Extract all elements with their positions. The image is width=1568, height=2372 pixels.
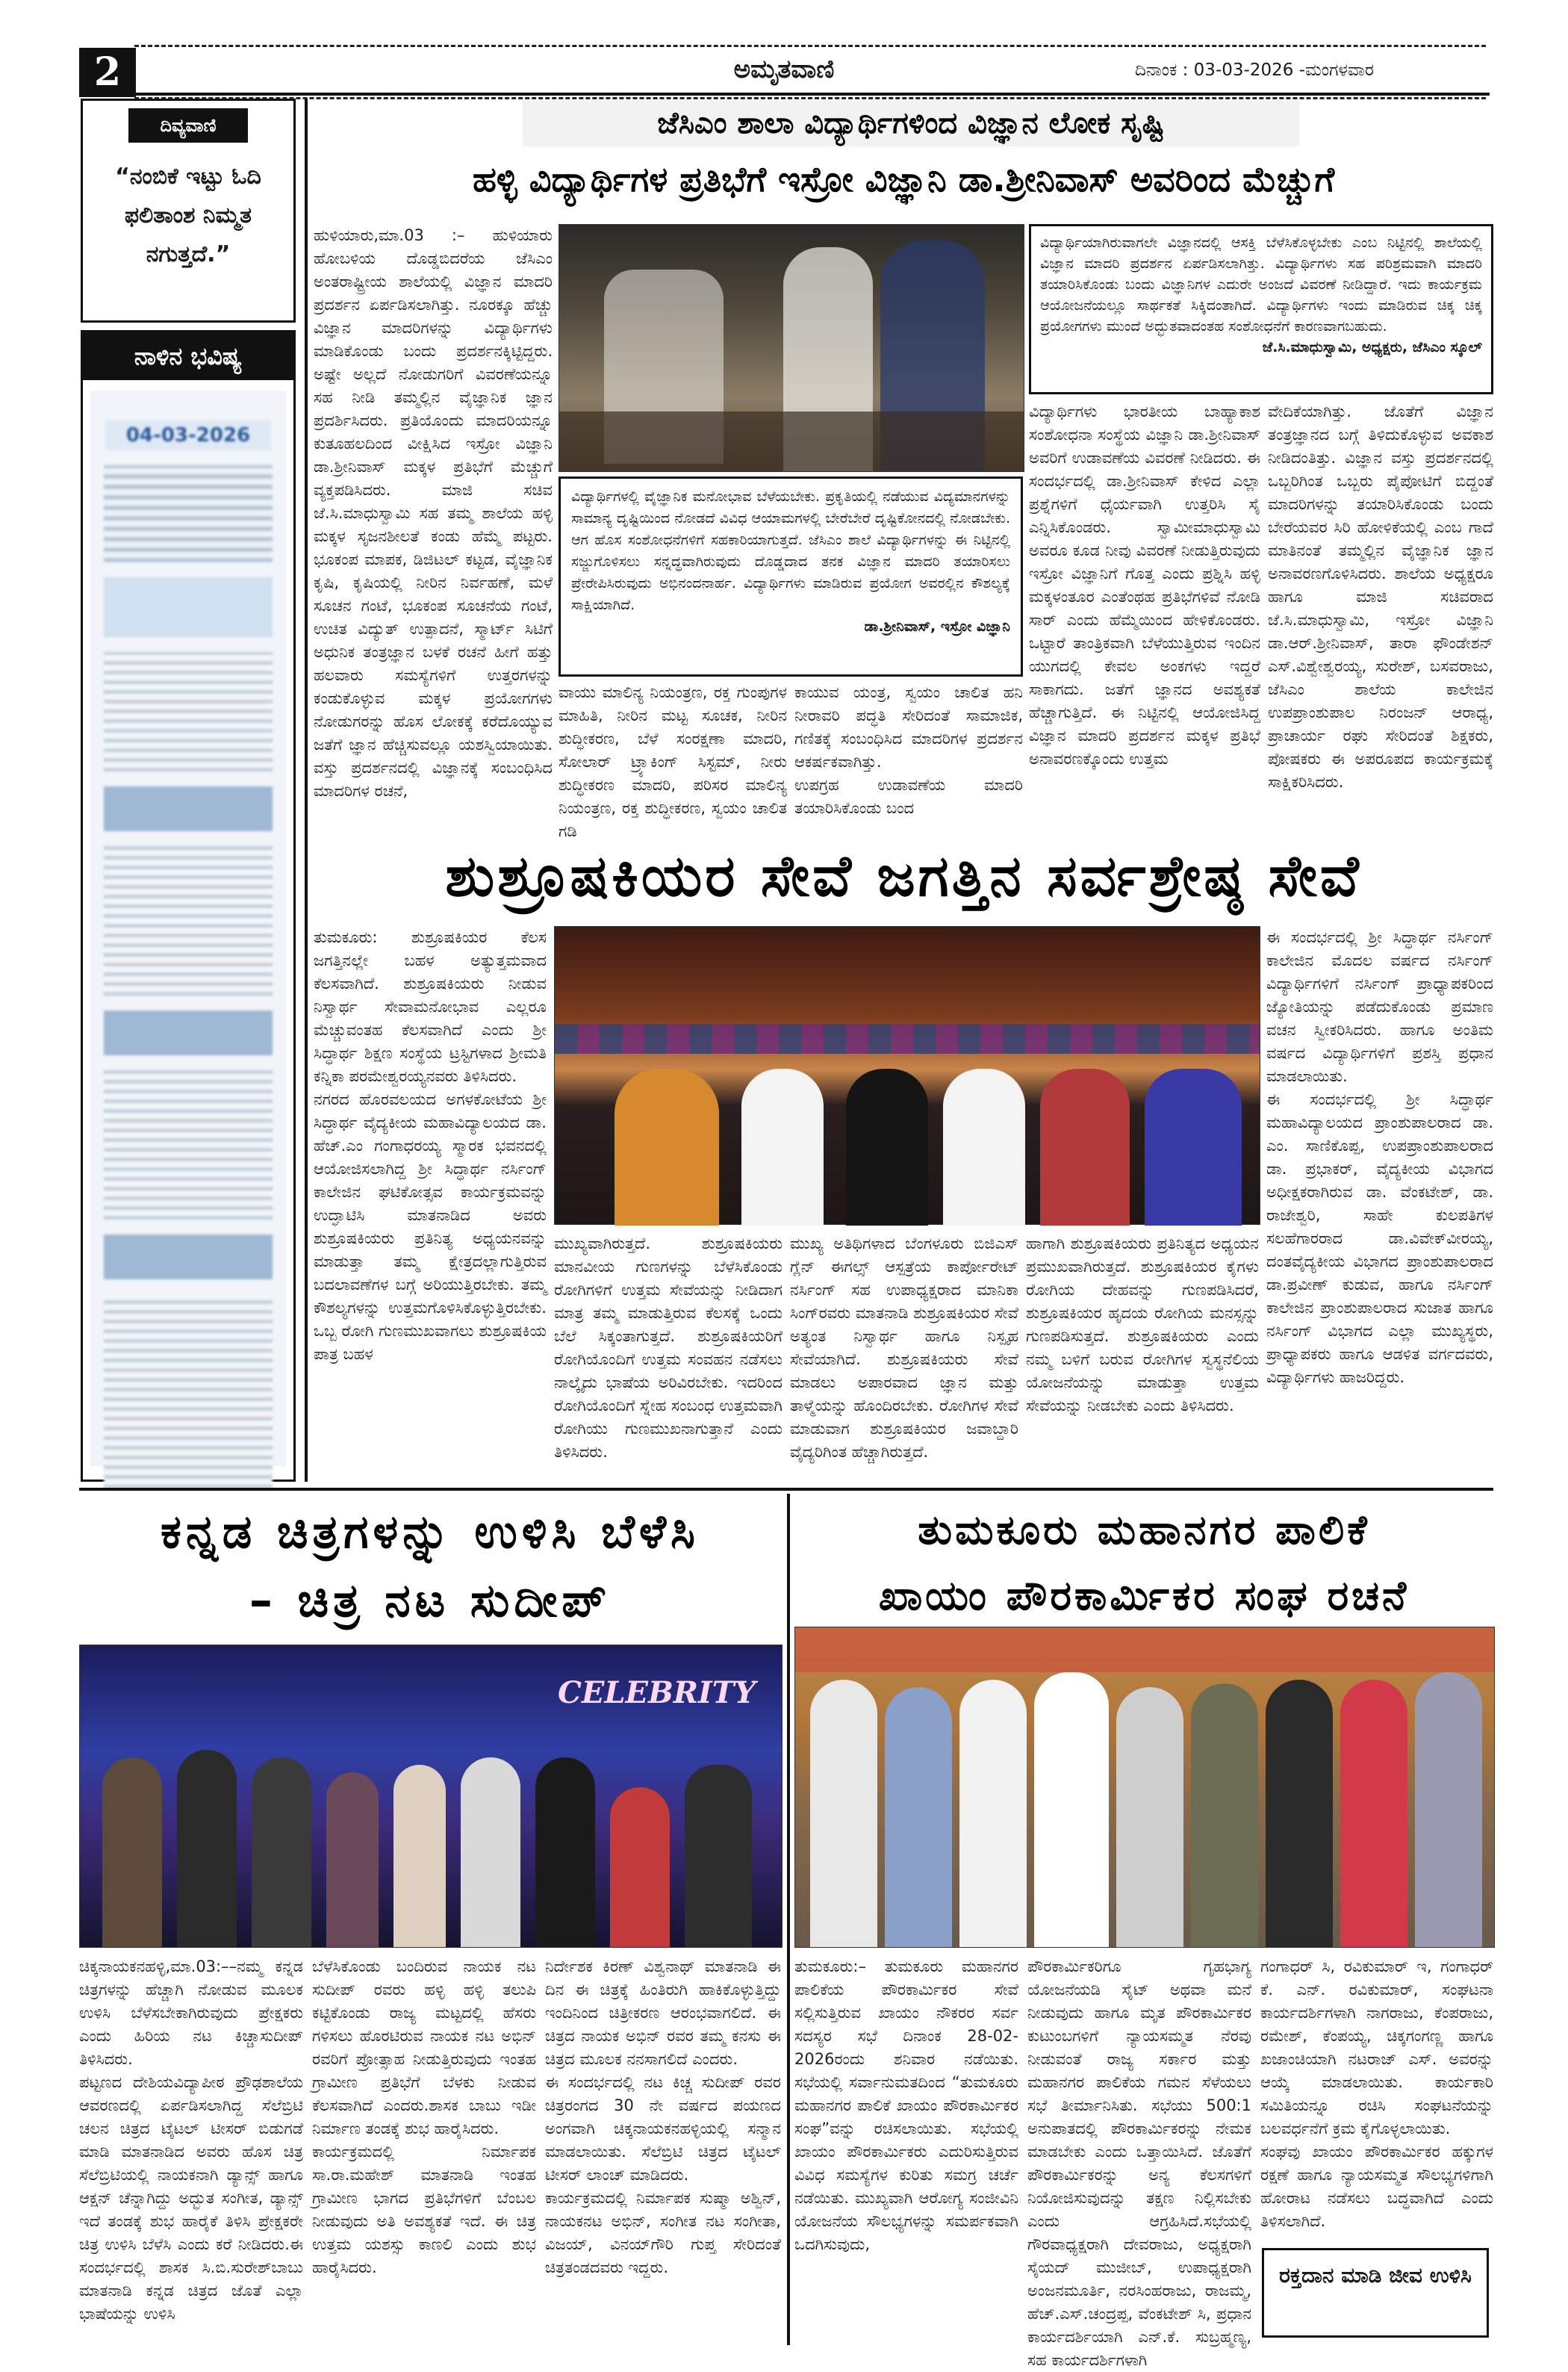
quote2-signature: ಡಾ.ಶ್ರೀನಿವಾಸ್, ಇಸ್ರೋ ವಿಜ್ಞಾನಿ (864, 618, 1010, 635)
story4-col1: ತುಮಕೂರು:– ತುಮಕೂರು ಮಹಾನಗರ ಪಾಲಿಕೆಯ ಪೌರಕಾರ್ಮಿಕರ ಸೇವೆ ಸಲ್ಲಿಸುತ್ತಿರುವ ಖಾಯಂ ನೌಕರರ ಸರ್ವ ಸದಸ್ಯರ ಸಭೆ ದಿನಾಂಕ 28-02-2026ರಂದು ಶನಿವಾರ ನಡೆಯಿತು. ಸಭೆಯಲ್ಲಿ ಸರ್ವಾನುಮತದಿಂದ “ತುಮಕೂರು ಮಹಾನಗರ ಪಾಲಿಕೆ ಖಾಯಂ ಪೌರಕಾರ್ಮಿಕರ ಸಂಘ”ವನ್ನು ರಚಿಸಲಾಯಿತು. ಸಭೆಯಲ್ಲಿ ಖಾಯಂ ಪೌರಕಾರ್ಮಿಕರು ಎದುರಿಸುತ್ತಿರುವ ವಿವಿಧ ಸಮಸ್ಯೆಗಳ ಕುರಿತು ಸಮಗ್ರ ಚರ್ಚೆ ನಡೆಯಿತು. ಮುಖ್ಯವಾಗಿ ಆರೋಗ್ಯ ಸಂಜೀವಿನಿ ಯೋಜನೆಯ ಸೌಲಭ್ಯಗಳನ್ನು ಸಮರ್ಪಕವಾಗಿ ಒದಗಿಸುವುದು, (794, 1957, 1018, 2253)
science-expo-photo (559, 224, 1024, 472)
story1-col4: ವಿದ್ಯಾರ್ಥಿಗಳು ಭಾರತೀಯ ಬಾಹ್ಯಾಕಾಶ ಸಂಶೋಧನಾ ಸಂಸ್ಥೆಯ ವಿಜ್ಞಾನಿ ಡಾ.ಶ್ರೀನಿವಾಸ್ ಅವರಿಗೆ ಉಡಾವಣೆಯ ವಿವರಣೆ ನೀಡಿದರು. ಈ ಸಂದರ್ಭದಲ್ಲಿ ಡಾ.ಶ್ರೀನಿವಾಸ್ ಕೇಳಿದ ಎಲ್ಲಾ ಪ್ರಶ್ನೆಗಳಿಗೆ ಧೈರ್ಯವಾಗಿ ಉತ್ತರಿಸಿ ಸೈ ಎನ್ನಿಸಿಕೊಂಡರು. ಸ್ವಾಮೀಮಾಧುಸ್ವಾಮಿ ಅವರೂ ಕೂಡ ನೀವು ವಿವರಣೆ ನೀಡುತ್ತಿರುವುದು ಇಸ್ರೋ ವಿಜ್ಞಾನಿಗೆ ಗೊತ್ತ ಎಂದು ಪ್ರಶ್ನಿಸಿ ಹಳ್ಳಿ ಮಕ್ಕಳಂತೂರ ಎಂತೆಂಥಹ ಪ್ರತಿಭೆಗಳಿವೆ ನೋಡಿ ಸಾರ್ ಎಂದು ಹೆಮ್ಮೆಯಿಂದ ಹೇಳಿಕೊಂಡರು. ಒಟ್ಟಾರೆ ತಾಂತ್ರಿಕವಾಗಿ ಬೆಳೆಯುತ್ತಿರುವ ಇಂದಿನ ಯುಗದಲ್ಲಿ ಕೇವಲ ಅಂಕಗಳು ಇದ್ದರೆ ಸಾಕಾಗದು. ಜತೆಗೆ ಜ್ಞಾನದ ಅವಶ್ಯಕತೆ ಹೆಚ್ಚಾಗುತ್ತಿದೆ. ಈ ನಿಟ್ಟಿನಲ್ಲಿ ಆಯೋಜಿಸಿದ್ದ ವಿಜ್ಞಾನ ಮಾದರಿ ಪ್ರದರ್ಶನ ಮಕ್ಕಳ ಪ್ರತಿಭೆ ಅನಾವರಣಕ್ಕೊಂದು ಉತ್ತಮ (1029, 403, 1260, 768)
workers-union-photo (794, 1627, 1495, 1948)
page-number: 2 (79, 48, 136, 97)
story1-kicker: ಜೆಸಿಎಂ ಶಾಲಾ ವಿದ್ಯಾರ್ಥಿಗಳಿಂದ ವಿಜ್ಞಾನ ಲೋಕ ಸೃಷ್ಟಿ (523, 100, 1299, 146)
quote1-text: ವಿದ್ಯಾರ್ಥಿಯಾಗಿರುವಾಗಲೇ ವಿಜ್ಞಾನದಲ್ಲಿ ಆಸಕ್ತಿ ಬೆಳೆಸಿಕೊಳ್ಳಬೇಕು ಎಂಬ ನಿಟ್ಟಿನಲ್ಲಿ ಶಾಲೆಯಲ್ಲಿ ವಿಜ್ಞಾನ ಮಾದರಿ ಪ್ರದರ್ಶನ ಏರ್ಪಡಿಸಲಾಗಿತ್ತು. ವಿದ್ಯಾರ್ಥಿಗಳು ಸಹ ಪರಿಶ್ರಮವಾಗಿ ಮಾದರಿ ತಯಾರಿಸಿಕೊಂಡು ಬಂದು ವಿಜ್ಞಾನಿಗಳ ಎದುರೇ ಅಂಜದೆ ವಿವರಣೆ ನೀಡಿದ್ದಾರೆ. ಇದು ಕಾರ್ಯಕ್ರಮ ಆಯೋಜನೆಯಲ್ಲೂ ಸಾರ್ಥಕತೆ ಸಿಕ್ಕಿದಂತಾಗಿದೆ. ವಿದ್ಯಾರ್ಥಿಗಳು ಇಂದು ಮಾಡಿರುವ ಚಿಕ್ಕ ಚಿಕ್ಕ ಪ್ರಯೋಗಗಳು ಮುಂದೆ ಅದ್ಭುತವಾದಂತಹ ಸಂಶೋಧನೆಗೆ ಕಾರಣವಾಗಬಹುದು. (1040, 235, 1482, 335)
story1-col5: ವೇದಿಕೆಯಾಗಿತ್ತು. ಜೊತೆಗೆ ವಿಜ್ಞಾನ ತಂತ್ರಜ್ಞಾನದ ಬಗ್ಗೆ ತಿಳಿದುಕೊಳ್ಳುವ ಅವಕಾಶ ನೀಡಿದಂತಿತ್ತು. ವಿಜ್ಞಾನ ವಸ್ತು ಪ್ರದರ್ಶನದಲ್ಲಿ ಒಬ್ಬರಿಗಿಂತ ಒಬ್ಬರು ಪೈಪೋಟಿಗೆ ಬಿದ್ದಂತೆ ಮಾದರಿಗಳನ್ನು ತಯಾರಿಸಿಕೊಂಡು ಬಂದು ಬೇರೆಯವರ ಸಿರಿ ಹೋಳಿಕೆಯಲ್ಲಿ ಎಂಬ ಗಾದೆ ಮಾತಿನಂತೆ ತಮ್ಮಲ್ಲಿನ ವೈಜ್ಞಾನಿಕ ಜ್ಞಾನ ಅನಾವರಣಗೊಳಿಸಿದರು. ಶಾಲೆಯ ಅಧ್ಯಕ್ಷರೂ ಹಾಗೂ ಮಾಜಿ ಸಚಿವರಾದ ಜೆ.ಸಿ.ಮಾಧುಸ್ವಾಮಿ, ಇಸ್ರೋ ವಿಜ್ಞಾನಿ ಡಾ.ಆರ್.ಶ್ರೀನಿವಾಸ್, ತಾರಾ ಫೌಂಡೇಶನ್ ಎಸ್.ವಿಶ್ವೇಶ್ವರಯ್ಯ, ಸುರೇಶ್, ಬಸವರಾಜು, ಜೆಸಿಎಂ ಶಾಲೆಯ ಕಾಲೇಜಿನ ಉಪಪ್ರಾಂಶುಪಾಲ ನಿರಂಜನ್ ಆರಾಧ್ಯ, ಪ್ರಾಚಾರ್ಯ ರಘು ಸೇರಿದಂತೆ ಶಿಕ್ಷಕರು, ಪೋಷಕರು ಈ ಅಪರೂಪದ ಕಾರ್ಯಕ್ರಮಕ್ಕೆ ಸಾಕ್ಷಿಕರಿಸಿದರು. (1268, 403, 1493, 791)
story1-quote-isro (559, 476, 1023, 677)
date-line: ದಿನಾಂಕ : 03-03-2026 -ಮಂಗಳವಾರ (1135, 60, 1374, 80)
story1-quote-jcm (1029, 224, 1493, 394)
story1-col2: ವಾಯು ಮಾಲಿನ್ಯ ನಿಯಂತ್ರಣ, ರಕ್ತ ಗುಂಪುಗಳ ಮಾಹಿತಿ, ನೀರಿನ ಮಟ್ಟ ಸೂಚಕ, ನೀರಿನ ಶುದ್ಧೀಕರಣ, ಬೆಳೆ ಸಂರಕ್ಷಣಾ ಮಾದರಿ, ಸೋಲಾರ್ ಟ್ರ್ಯಾಕಿಂಗ್ ಸಿಸ್ಟಮ್, ನೀರು ಶುದ್ಧೀಕರಣ ಮಾದರಿ, ಪರಿಸರ ಮಾಲಿನ್ಯ ನಿಯಂತ್ರಣ, ರಕ್ತ ಶುದ್ಧೀಕರಣ, ಸ್ವಯಂ ಚಾಲಿತ ಗಡಿ (559, 683, 787, 840)
nursing-ceremony-photo (554, 926, 1260, 1225)
celebrity-launch-photo (79, 1645, 783, 1948)
blood-donation-box: ರಕ್ತದಾನ ಮಾಡಿ ಜೀವ ಉಳಿಸಿ (1262, 2248, 1489, 2338)
divyavani-quote: “ನಂಬಿಕೆ ಇಟ್ಟು ಓದಿ ಫಲಿತಾಂಶ ನಿಮ್ಮತ ನಗುತ್ತದೆ.” (115, 164, 261, 267)
horoscope-image (90, 391, 286, 1466)
story4-headline-line1: ತುಮಕೂರು ಮಹಾನಗರ ಪಾಲಿಕೆ (918, 1506, 1370, 1553)
story2-col5: ಈ ಸಂದರ್ಭದಲ್ಲಿ ಶ್ರೀ ಸಿದ್ಧಾರ್ಥ ನರ್ಸಿಂಗ್ ಕಾಲೇಜಿನ ಮೊದಲ ವರ್ಷದ ನರ್ಸಿಂಗ್ ವಿದ್ಯಾರ್ಥಿಗಳಿಗೆ ನರ್ಸಿಂಗ್ ಪ್ರಾಧ್ಯಾಪಕರಿಂದ ಜ್ಯೋತಿಯನ್ನು ಪಡೆದುಕೊಂಡು ಪ್ರಮಾಣ ವಚನ ಸ್ವೀಕರಿಸಿದರು. ಹಾಗೂ ಅಂತಿಮ ವರ್ಷದ ವಿದ್ಯಾರ್ಥಿಗಳಿಗೆ ಪ್ರಶಸ್ತಿ ಪ್ರಧಾನ ಮಾಡಲಾಯಿತು. ಈ ಸಂದರ್ಭದಲ್ಲಿ ಶ್ರೀ ಸಿದ್ಧಾರ್ಥ ಮಹಾವಿದ್ಯಾಲಯದ ಪ್ರಾಂಶುಪಾಲರಾದ ಡಾ. ಎಂ. ಸಾಣಿಕೊಪ್ಪ, ಉಪಪ್ರಾಂಶುಪಾಲರಾದ ಡಾ. ಪ್ರಭಾಕರ್, ವೈದ್ಯಕೀಯ ವಿಭಾಗದ ಅಧೀಕ್ಷಕರಾಗಿರುವ ಡಾ. ವೆಂಕಟೇಶ್, ಡಾ. ರಾಜೇಶ್ವರಿ, ಸಾಹೇ ಕುಲಪತಿಗಳ ಸಲಹೆಗಾರರಾದ ಡಾ.ವಿವೇಕ್‌ವೀರಯ್ಯ, ದಂತವೈದ್ಯಕೀಯ ವಿಭಾಗದ ಪ್ರಾಂಶುಪಾಲರಾದ ಡಾ.ಪ್ರವೀಣ್ ಕುಡುವ, ಹಾಗೂ ನರ್ಸಿಂಗ್ ಕಾಲೇಜಿನ ಪ್ರಾಂಶುಪಾಲರಾದ ಸುಜಾತ ಹಾಗೂ ನರ್ಸಿಂಗ್ ವಿಭಾಗದ ಎಲ್ಲಾ ಮುಖ್ಯಸ್ಥರು, ಪ್ರಾಧ್ಯಾಪಕರು ಹಾಗೂ ಆಡಳಿತ ವರ್ಗದವರು, ವಿದ್ಯಾರ್ಥಿಗಳು ಹಾಜರಿದ್ದರು. (1266, 928, 1493, 1386)
quote1-signature: ಜೆ.ಸಿ.ಮಾಧುಸ್ವಾಮಿ, ಅಧ್ಯಕ್ಷರು, ಜೆಸಿಎಂ ಸ್ಕೂಲ್ (1262, 339, 1482, 356)
story3-col1: ಚಿಕ್ಕನಾಯಕನಹಳ್ಳಿ,ಮಾ.03:––ನಮ್ಮ ಕನ್ನಡ ಚಿತ್ರಗಳನ್ನು ಹೆಚ್ಚಾಗಿ ನೋಡುವ ಮೂಲಕ ಉಳಿಸಿ ಬೆಳೆಸಬೇಕಾಗಿರುವುದು ಪ್ರೇಕ್ಷಕರು ಎಂದು ಹಿರಿಯ ನಟ ಕಿಚ್ಚಾಸುದೀಪ್ ತಿಳಿಸಿದರು. ಪಟ್ಟಣದ ದೇಶಿಯವಿದ್ಯಾಪೀಠ ಪ್ರೌಢಶಾಲೆಯ ಆವರಣದಲ್ಲಿ ಏರ್ಪಡಿಸಲಾಗಿದ್ದ ಸೆಲೆಬ್ರಿಟಿ ಚಲನ ಚಿತ್ರದ ಟೈಟಲ್ ಟೀಸರ್ ಬಿಡುಗಡೆ ಮಾಡಿ ಮಾತನಾಡಿದ ಅವರು ಹೊಸ ಚಿತ್ರ ಸೆಲೆಬ್ರಿಟಿಯಲ್ಲಿ ನಾಯಕನಾಗಿ ಡ್ಯಾನ್ಸ್ ಹಾಗೂ ಆಕ್ಷನ್ ಚೆನ್ನಾಗಿದ್ದು ಅದ್ಭುತ ಸಂಗೀತ, ಡ್ಯಾನ್ಸ್ ಇದೆ ತಂಡಕ್ಕೆ ಶುಭ ಹಾರೈಕೆ ತಿಳಿಸಿ ಪ್ರೇಕ್ಷಕರೇ ಚಿತ್ರ ಉಳಿಸಿ ಬೆಳೆಸಿ ಎಂದು ಕರೆ ನೀಡಿದರು.ಈ ಸಂದರ್ಭದಲ್ಲಿ ಶಾಸಕ ಸಿ.ಬಿ.ಸುರೇಶ್‌ಬಾಬು ಮಾತನಾಡಿ ಕನ್ನಡ ಚಿತ್ರದ ಜೊತೆ ಎಲ್ಲಾ ಭಾಷೆಯನ್ನು ಉಳಿಸಿ (79, 1957, 303, 2323)
story3-col2: ಬೆಳೆಸಿಕೊಂಡು ಬಂದಿರುವ ನಾಯಕ ನಟ ಸುದೀಪ್ ರವರು ಹಳ್ಳಿ ಹಳ್ಳಿ ತಲುಪಿ ಕಟ್ಟಿಕೊಂಡು ರಾಜ್ಯ ಮಟ್ಟದಲ್ಲಿ ಹೆಸರು ಗಳಿಸಲು ಹೊರಟಿರುವ ನಾಯಕ ನಟ ಅಭಿನ್ ರವರಿಗೆ ಪ್ರೋತ್ಸಾಹ ನೀಡುತ್ತಿರುವುದು ಇಂತಹ ಗ್ರಾಮೀಣ ಪ್ರತಿಭೆಗೆ ಬೆಳಕು ನೀಡುವ ಕೆಲಸವಾಗಿದೆ ಎಂದರು.ಶಾಸಕ ಬಾಬು ಇಡೀ ನಿರ್ಮಾಣ ತಂಡಕ್ಕೆ ಶುಭ ಹಾರೈಸಿದರು. ಕಾರ್ಯಕ್ರಮದಲ್ಲಿ ನಿರ್ಮಾಪಕ ಸಾ.ರಾ.ಮಹೇಶ್ ಮಾತನಾಡಿ ಇಂತಹ ಗ್ರಾಮೀಣ ಭಾಗದ ಪ್ರತಿಭೆಗಳಿಗೆ ಬೆಂಬಲ ನೀಡುವುದು ಅತಿ ಅವಶ್ಯಕತೆ ಇದೆ. ಈ ಚಿತ್ರ ಉತ್ತಮ ಯಶಸ್ಸು ಕಾಣಲಿ ಎಂದು ಶುಭ ಹಾರೈಸಿದರು. (312, 1957, 536, 2276)
quote2-text: ವಿದ್ಯಾರ್ಥಿಗಳಲ್ಲಿ ವೈಜ್ಞಾನಿಕ ಮನೋಭಾವ ಬೆಳೆಯಬೇಕು. ಪ್ರಕೃತಿಯಲ್ಲಿ ನಡೆಯುವ ವಿದ್ಯಮಾನಗಳನ್ನು ಸಾಮಾನ್ಯ ದೃಷ್ಟಿಯಿಂದ ನೋಡದೆ ವಿವಿಧ ಆಯಾಮಗಳಲ್ಲಿ ಬೇರೆಬೇರೆ ದೃಷ್ಟಿಕೋನದಲ್ಲಿ ನೋಡಬೇಕು. ಆಗ ಹೊಸ ಸಂಶೋಧನೆಗಳಿಗೆ ಸಹಕಾರಿಯಾಗುತ್ತದೆ. ಜೆಸಿಎಂ ಶಾಲೆ ವಿದ್ಯಾರ್ಥಿಗಳನ್ನು ಈ ನಿಟ್ಟಿನಲ್ಲಿ ಸಜ್ಜುಗೊಳಿಸಲು ಸನ್ನದ್ಧವಾಗಿರುವುದು ದೊಡ್ಡದಾದ ತನಕ ವಿಜ್ಞಾನ ಮಾದರಿ ತಯಾರಿಸಲು ಪ್ರೇರೇಪಿಸಿರುವುದು ಅಭಿನಂದನಾರ್ಹ. ವಿದ್ಯಾರ್ಥಿಗಳು ಮಾಡಿರುವ ಪ್ರಯೋಗ ಅವರಲ್ಲಿನ ಕೌಶಲ್ಯಕ್ಕೆ ಸಾಕ್ಷಿಯಾಗಿದೆ. (571, 488, 1010, 613)
divyavani-box (81, 99, 296, 323)
horoscope-box (81, 330, 296, 1482)
horoscope-title: ನಾಳಿನ ಭವಿಷ್ಯ (83, 332, 293, 380)
story2-headline: ಶುಶ್ರೂಷಕಿಯರ ಸೇವೆ ಜಗತ್ತಿನ ಸರ್ವಶ್ರೇಷ್ಠ ಸೇವೆ (445, 842, 1362, 909)
story2-col4: ಹಾಗಾಗಿ ಶುಶ್ರೂಷಕಿಯರು ಪ್ರತಿನಿತ್ಯದ ಅಧ್ಯಯನ ಪ್ರಮುಖವಾಗಿರುತ್ತದೆ. ಶುಶ್ರೂಷಕಿಯರ ಕೈಗಳು ರೋಗಿಯ ದೇಹವನ್ನು ಗುಣಪಡಿಸಿದರೆ, ಶುಶ್ರೂಷಕಿಯರ ಹೃದಯ ರೋಗಿಯ ಮನಸ್ಸನ್ನು ಗುಣಪಡಿಸುತ್ತದೆ. ಶುಶ್ರೂಷಕಿಯರು ಎಂದು ನಮ್ಮ ಬಳಿಗೆ ಬರುವ ರೋಗಿಗಳ ಸ್ವಸ್ಥನೆಲಿಯ ಯೋಜನೆಯನ್ನು ಮಾಡುತ್ತಾ ಉತ್ತಮ ಸೇವೆಯನ್ನು ನೀಡಬೇಕು ಎಂದು ತಿಳಿಸಿದರು. (1026, 1235, 1259, 1415)
horoscope-date: 04-03-2026 (105, 420, 271, 450)
paper-name: ಅಮೃತವಾಣಿ (733, 55, 835, 84)
story1-col3: ಕಾಯುವ ಯಂತ್ರ, ಸ್ವಯಂ ಚಾಲಿತ ಹನಿ ನೀರಾವರಿ ಪದ್ಧತಿ ಸೇರಿದಂತೆ ಸಾಮಾಜಿಕ, ಗಣಿತಕ್ಕೆ ಸಂಬಂಧಿಸಿದ ಮಾದರಿಗಳ ಪ್ರದರ್ಶನ ಆಕರ್ಷಕವಾಗಿತ್ತು. ಉಪಗ್ರಹ ಉಡಾವಣೆಯ ಮಾದರಿ ತಯಾರಿಸಿಕೊಂಡು ಬಂದ (794, 683, 1023, 817)
story3-headline-line1: ಕನ್ನಡ ಚಿತ್ರಗಳನ್ನು ಉಳಿಸಿ ಬೆಳೆಸಿ (161, 1504, 700, 1559)
celebrity-title-mark: CELEBRITY (558, 1675, 756, 1710)
story2-col3: ಮುಖ್ಯ ಅತಿಥಿಗಳಾದ ಬೆಂಗಳೂರು ಬಿಜಿಎಸ್ ಗ್ಲೆನ್ ಈಗಲ್ಸ್ ಆಸ್ಪತ್ರೆಯ ಕಾರ್ಪೋರೇಟ್ ನರ್ಸಿಂಗ್ ಸಹ ಉಪಾಧ್ಯಕ್ಷರಾದ ಮಾನಿಕಾ ಸಿಂಗ್‌ರವರು ಮಾತನಾಡಿ ಶುಶ್ರೂಷಕಿಯರ ಸೇವೆ ಅತ್ಯಂತ ನಿಸ್ವಾರ್ಥ ಹಾಗೂ ನಿಸ್ಪೃಹ ಸೇವೆಯಾಗಿದೆ. ಶುಶ್ರೂಷಕಿಯರು ಸೇವೆ ಮಾಡಲು ಅಪಾರವಾದ ಜ್ಞಾನ ಮತ್ತು ತಾಳ್ಮೆಯನ್ನು ಹೊಂದಿರಬೇಕು. ರೋಗಿಗಳ ಸೇವೆ ಮಾಡುವಾಗ ಶುಶ್ರೂಷಕಿಯರ ಜವಾಬ್ದಾರಿ ವೈದ್ಯರಿಗಿಂತ ಹೆಚ್ಚಾಗಿರುತ್ತದೆ. (790, 1235, 1018, 1461)
story4-col3: ಗಂಗಾಧರ್ ಸಿ, ರವಿಕುಮಾರ್ ಇ, ಗಂಗಾಧರ್ ಕೆ. ಎನ್. ರವಿಕುಮಾರ್, ಸಂಘಟನಾ ಕಾರ್ಯದರ್ಶಿಗಳಾಗಿ ನಾಗರಾಜು, ಕೆಂಪರಾಜು, ರಮೇಶ್, ಕೆಂಪಯ್ಯ, ಚಿಕ್ಕಗಂಗಣ್ಣ ಹಾಗೂ ಖಜಾಂಚಿಯಾಗಿ ನಟರಾಜ್ ಎಸ್. ಅವರನ್ನು ಆಯ್ಕೆ ಮಾಡಲಾಯಿತು. ಕಾರ್ಯಕಾರಿ ಸಮಿತಿಯನ್ನೂ ರಚಿಸಿ ಸಂಘಟನೆಯನ್ನು ಬಲವರ್ಧನೆಗೆ ಕ್ರಮ ಕೈಗೊಳ್ಳಲಾಯಿತು. ಸಂಘವು ಖಾಯಂ ಪೌರಕಾರ್ಮಿಕರ ಹಕ್ಕುಗಳ ರಕ್ಷಣೆ ಹಾಗೂ ನ್ಯಾಯಸಮ್ಮತ ಸೌಲಭ್ಯಗಳಿಗಾಗಿ ಹೋರಾಟ ನಡೆಸಲು ಬದ್ಧವಾಗಿದೆ ಎಂದು ತಿಳಿಸಲಾಗಿದೆ. (1260, 1957, 1493, 2230)
story1-col1: ಹುಳಿಯಾರು,ಮಾ.03 :– ಹುಳಿಯಾರು ಹೋಬಳಿಯ ದೊಡ್ಡಬಿದರೆಯ ಜೆಸಿಎಂ ಅಂತರಾಷ್ಟ್ರೀಯ ಶಾಲೆಯಲ್ಲಿ ವಿಜ್ಞಾನ ಮಾದರಿ ಪ್ರದರ್ಶನ ಏರ್ಪಡಿಸಲಾಗಿತ್ತು. ನೂರಕ್ಕೂ ಹೆಚ್ಚು ವಿಜ್ಞಾನ ಮಾದರಿಗಳನ್ನು ವಿದ್ಯಾರ್ಥಿಗಳು ಮಾಡಿಕೊಂಡು ಬಂದು ಪ್ರದರ್ಶನಕ್ಕಿಟ್ಟಿದ್ದರು. ಅಷ್ಟೇ ಅಲ್ಲದೆ ನೋಡುಗರಿಗೆ ವಿವರಣೆಯನ್ನೂ ಸಹ ನೀಡಿ ತಮ್ಮಲ್ಲಿನ ವೈಜ್ಞಾನಿಕ ಜ್ಞಾನ ಪ್ರದರ್ಶಿಸಿದರು. ಪ್ರತಿಯೊಂದು ಮಾದರಿಯನ್ನೂ ಕುತೂಹಲದಿಂದ ವೀಕ್ಷಿಸಿದ ಇಸ್ರೋ ವಿಜ್ಞಾನಿ ಡಾ.ಶ್ರೀನಿವಾಸ್ ಮಕ್ಕಳ ಪ್ರತಿಭೆಗೆ ಮೆಚ್ಚುಗೆ ವ್ಯಕ್ತಪಡಿಸಿದರು. ಮಾಜಿ ಸಚಿವ ಜೆ.ಸಿ.ಮಾಧುಸ್ವಾಮಿ ಸಹ ತಮ್ಮ ಶಾಲೆಯ ಹಳ್ಳಿ ಮಕ್ಕಳ ಸೃಜನಶೀಲತೆ ಕಂಡು ಹೆಮ್ಮೆ ಪಟ್ಟರು. ಭೂಕಂಪ ಮಾಪಕ, ಡಿಜಿಟಲ್ ಕಟ್ಟಡ, ವೈಜ್ಞಾನಿಕ ಕೃಷಿ, ಕೃಷಿಯಲ್ಲಿ ನೀರಿನ ನಿರ್ವಹಣೆ, ಮಳೆ ಸೂಚನ ಗಂಟೆ, ಭೂಕಂಪ ಸೂಚನೆಯ ಗಂಟೆ, ಉಚಿತ ವಿದ್ಯುತ್ ಉತ್ಪಾದನೆ, ಸ್ಮಾರ್ಟ್ ಸಿಟಿಗೆ ಅಧುನಿಕ ತಂತ್ರಜ್ಞಾನ ಬಳಕೆ ರಚನೆ ಹೀಗೆ ಹತ್ತು ಹಲವಾರು ಸಮಸ್ಯೆಗಳಿಗೆ ಉತ್ತರಗಳನ್ನು ಕಂಡುಕೊಳ್ಳುವ ಮಕ್ಕಳ ಪ್ರಯೋಗಗಳು ನೋಡುಗರನ್ನು ಹೊಸ ಲೋಕಕ್ಕೆ ಕರೆದೊಯ್ಯುವ ಜತೆಗೆ ಜ್ಞಾನ ಹೆಚ್ಚಿಸುವಲ್ಲೂ ಯಶಸ್ವಿಯಾಯಿತು. ವಸ್ತು ಪ್ರದರ್ಶನದಲ್ಲಿ ವಿಜ್ಞಾನಕ್ಕೆ ಸಂಬಂಧಿಸಿದ ಮಾದರಿಗಳ ರಚನೆ, (314, 226, 553, 800)
story3-headline-line2: – ಚಿತ್ರ ನಟ ಸುದೀಪ್ (249, 1573, 612, 1627)
story3-col3: ನಿರ್ದೇಶಕ ಕಿರಣ್ ವಿಶ್ವನಾಥ್ ಮಾತನಾಡಿ ಈ ದಿನ ಈ ಚಿತ್ರಕ್ಕೆ ಹಿಂತಿರುಗಿ ಹಾಕಿಕೊಳ್ಳುತ್ತಿದ್ದು ಇಂದಿನಿಂದ ಚಿತ್ರೀಕರಣ ಆರಂಭವಾಗಲಿದೆ. ಈ ಚಿತ್ರದ ನಾಯಕ ಅಭಿನ್ ರವರ ತಮ್ಮ ಕನಸು ಈ ಚಿತ್ರದ ಮೂಲಕ ನನಸಾಗಲಿದೆ ಎಂದರು. ಈ ಸಂದರ್ಭದಲ್ಲಿ ನಟ ಕಿಚ್ಚ ಸುದೀಪ್ ರವರ ಚಿತ್ರರಂಗದ 30 ನೇ ವರ್ಷದ ಪಯಣದ ಅಂಗವಾಗಿ ಚಿಕ್ಕನಾಯಕನಹಳ್ಳಿಯಲ್ಲಿ ಸನ್ಮಾನ ಮಾಡಲಾಯಿತು. ಸೆಲೆಬ್ರಿಟಿ ಚಿತ್ರದ ಟೈಟಲ್ ಟೀಸರ್ ಲಾಂಚ್ ಮಾಡಿದರು. ಕಾರ್ಯಕ್ರಮದಲ್ಲಿ ನಿರ್ಮಾಪಕ ಸುಷ್ಮಾ ಅಶ್ವಿನ್, ನಾಯಕನಟ ಅಭಿನ್, ಸಂಗೀತ ನಟ ಸಂಗೀತಾ, ವಿಜಯ್, ವಿನಯ್‌ಗೌರಿ ಗುಪ್ತ ಸೇರಿದಂತೆ ಚಿತ್ರತಂಡದವರು ಇದ್ದರು. (545, 1957, 781, 2276)
story2-col1: ತುಮಕೂರು: ಶುಶ್ರೂಷಕಿಯರ ಕೆಲಸ ಜಗತ್ತಿನಲ್ಲೇ ಬಹಳ ಅತ್ಯುತ್ತಮವಾದ ಕೆಲಸವಾಗಿದೆ. ಶುಶ್ರೂಷಕಿಯರು ನೀಡುವ ನಿಸ್ವಾರ್ಥ ಸೇವಾಮನೋಭಾವ ಎಲ್ಲರೂ ಮೆಚ್ಚುವಂತಹ ಕೆಲಸವಾಗಿದೆ ಎಂದು ಶ್ರೀ ಸಿದ್ಧಾರ್ಥ ಶಿಕ್ಷಣ ಸಂಸ್ಥೆಯ ಟ್ರಸ್ಟಿಗಳಾದ ಶ್ರೀಮತಿ ಕನ್ನಿಕಾ ಪರಮೇಶ್ವರಯ್ಯನವರು ತಿಳಿಸಿದರು. ನಗರದ ಹೊರವಲಯದ ಅಗಳಕೋಟೆಯ ಶ್ರೀ ಸಿದ್ಧಾರ್ಥ ವೈದ್ಯಕೀಯ ಮಹಾವಿದ್ಯಾಲಯದ ಡಾ. ಹೆಚ್.ಎಂ ಗಂಗಾಧರಯ್ಯ ಸ್ಮಾರಕ ಭವನದಲ್ಲಿ ಆಯೋಜಿಸಲಾಗಿದ್ದ ಶ್ರೀ ಸಿದ್ಧಾರ್ಥ ನರ್ಸಿಂಗ್ ಕಾಲೇಜಿನ ಘಟಿಕೋತ್ಸವ ಕಾರ್ಯಕ್ರಮವನ್ನು ಉದ್ಘಾಟಿಸಿ ಮಾತನಾಡಿದ ಅವರು ಶುಶ್ರೂಷಕಿಯರು ಪ್ರತಿನಿತ್ಯ ಅಧ್ಯಯನವನ್ನು ಮಾಡುತ್ತಾ ತಮ್ಮ ಕ್ಷೇತ್ರದಲ್ಲಾಗುತ್ತಿರುವ ಬದಲಾವಣೆಗಳ ಬಗ್ಗೆ ಅರಿಯುತ್ತಿರಬೇಕು. ತಮ್ಮ ಕೌಶಲ್ಯಗಳನ್ನು ಉತ್ತಮಗೊಳಿಸಿಕೊಳ್ಳುತ್ತಿರಬೇಕು. ಒಬ್ಬ ರೋಗಿ ಗುಣಮುಖವಾಗಲು ಶುಶ್ರೂಷಕಿಯ ಪಾತ್ರ ಬಹಳ (314, 928, 547, 1363)
story2-col2: ಮುಖ್ಯವಾಗಿರುತ್ತದೆ. ಶುಶ್ರೂಷಕಿಯರು ಮಾನವೀಯ ಗುಣಗಳನ್ನು ಬೆಳೆಸಿಕೊಂಡು ರೋಗಿಗಳಿಗೆ ಉತ್ತಮ ಸೇವೆಯನ್ನು ನೀಡಿದಾಗ ಮಾತ್ರ ತಮ್ಮ ಮಾಡುತ್ತಿರುವ ಕೆಲಸಕ್ಕೆ ಒಂದು ಬೆಲೆ ಸಿಕ್ಕಂತಾಗುತ್ತದೆ. ಶುಶ್ರೂಷಕಿಯರಿಗೆ ರೋಗಿಯೊಂದಿಗೆ ಉತ್ತಮ ಸಂವಹನ ನಡೆಸಲು ನಾಲ್ಕೈದು ಭಾಷೆಯ ಅರಿವಿರಬೇಕು. ಇದರಿಂದ ರೋಗಿಯೊಂದಿಗೆ ಸ್ನೇಹ ಸಂಬಂಧ ಉತ್ತಮವಾಗಿ ರೋಗಿಯು ಗುಣಮುಖನಾಗುತ್ತಾನೆ ಎಂದು ತಿಳಿಸಿದರು. (554, 1235, 783, 1461)
story4-headline-line2: ಖಾಯಂ ಪೌರಕಾರ್ಮಿಕರ ಸಂಘ ರಚನೆ (878, 1572, 1410, 1619)
divyavani-title: ದಿವ್ಯವಾಣಿ (128, 108, 248, 143)
story4-col2: ಪೌರಕಾರ್ಮಿಕರಿಗೂ ಗೃಹಭಾಗ್ಯ ಯೋಜನೆಯಡಿ ಸೈಟ್ ಅಥವಾ ಮನೆ ನೀಡುವುದು ಹಾಗೂ ಮೃತ ಪೌರಕಾರ್ಮಿಕರ ಕುಟುಂಬಗಳಿಗೆ ನ್ಯಾಯಸಮ್ಮತ ನೆರವು ನೀಡುವಂತೆ ರಾಜ್ಯ ಸರ್ಕಾರ ಮತ್ತು ಮಹಾನಗರ ಪಾಲಿಕೆಯ ಗಮನ ಸೆಳೆಯಲು ಸಭೆ ತೀರ್ಮಾನಿಸಿತು. ಸಭೆಯು 500:1 ಅನುಪಾತದಲ್ಲಿ ಪೌರಕಾರ್ಮಿಕರನ್ನು ನೇಮಕ ಮಾಡಬೇಕು ಎಂದು ಒತ್ತಾಯಿಸಿದೆ. ಜೊತೆಗೆ ಪೌರಕಾರ್ಮಿಕರನ್ನು ಅನ್ಯ ಕೆಲಸಗಳಿಗೆ ನಿಯೋಜಿಸುವುದನ್ನು ತಕ್ಷಣ ನಿಲ್ಲಿಸಬೇಕು ಎಂದು ಆಗ್ರಹಿಸಿದೆ.ಸಭೆಯಲ್ಲಿ ಗೌರವಾಧ್ಯಕ್ಷರಾಗಿ ದೇವರಾಜು, ಅಧ್ಯಕ್ಷರಾಗಿ ಸೈಯದ್ ಮುಜೀಬ್, ಉಪಾಧ್ಯಕ್ಷರಾಗಿ ಅಂಜನಮೂರ್ತಿ, ನರಸಿಂಹರಾಜು, ರಾಜಮ್ಮ, ಹೆಚ್.ಎಸ್.ಚಂದ್ರಪ್ಪ, ವೆಂಕಟೇಶ್ ಸಿ, ಪ್ರಧಾನ ಕಾರ್ಯದರ್ಶಿಯಾಗಿ ಎನ್.ಕೆ. ಸುಬ್ರಹ್ಮಣ್ಯ, ಸಹ ಕಾರ್ಯದರ್ಶಿಗಳಾಗಿ (1027, 1957, 1251, 2369)
story1-headline: ಹಳ್ಳಿ ವಿದ್ಯಾರ್ಥಿಗಳ ಪ್ರತಿಭೆಗೆ ಇಸ್ರೋ ವಿಜ್ಞಾನಿ ಡಾ.ಶ್ರೀನಿವಾಸ್ ಅವರಿಂದ ಮೆಚ್ಚುಗೆ (472, 159, 1335, 199)
